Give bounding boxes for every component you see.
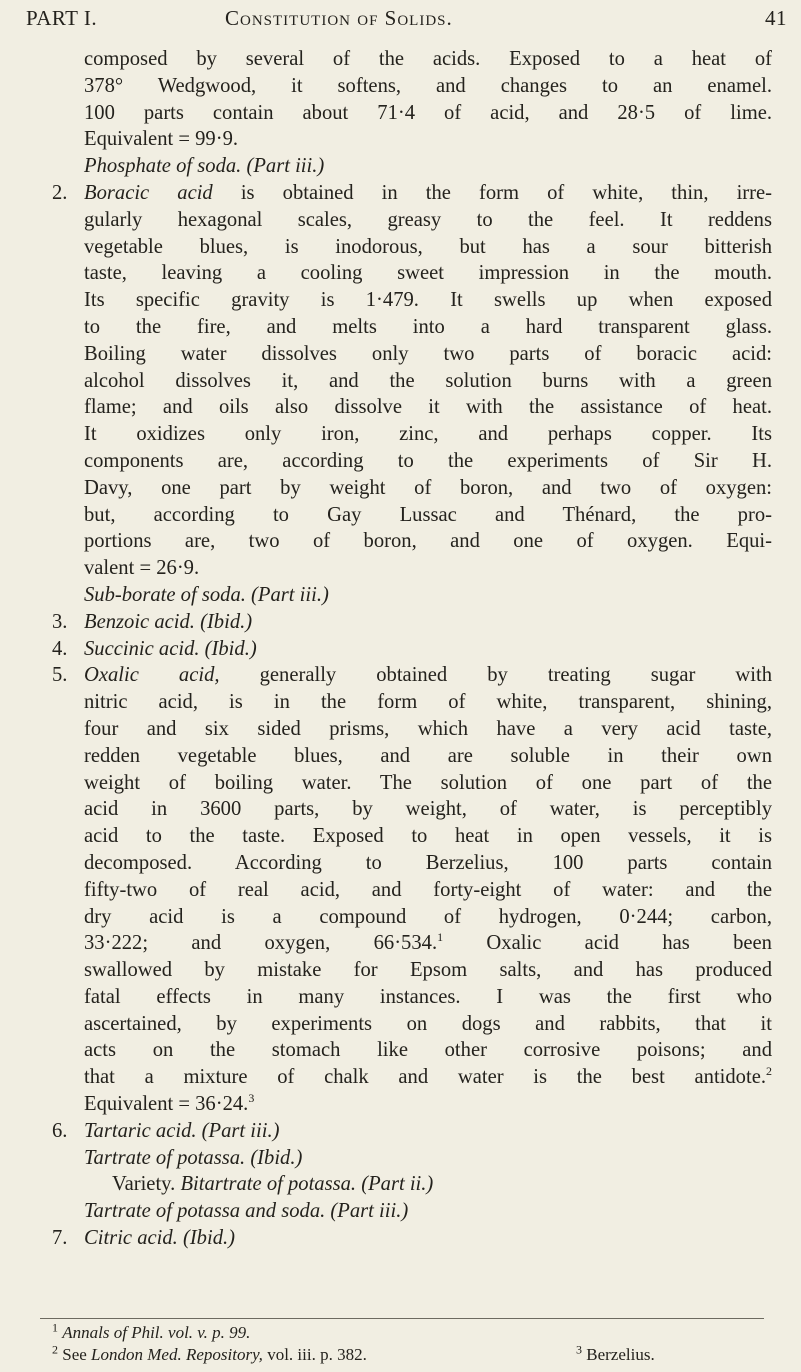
entry-text: is obtained in the form of white, thin, irre- — [240, 181, 772, 204]
text-line: redden vegetable blues, and are soluble in their own — [84, 744, 772, 767]
text-line: valent = 26·9. — [84, 557, 200, 580]
body-text — [52, 46, 772, 1252]
text-line: Tartrate of potassa and soda. (Part iii.) — [84, 1200, 409, 1223]
footnote-text: See — [62, 1345, 87, 1364]
text-line — [52, 1064, 772, 1091]
text-line: weight of boiling water. The solution of one part of the — [84, 771, 772, 794]
footnote-3 — [576, 1344, 655, 1366]
footnote-text: Annals of Phil. vol. v. p. 99. — [62, 1323, 251, 1342]
entry-citric-acid — [52, 1225, 772, 1252]
text-line: 378° Wedgwood, it softens, and changes to an enamel. — [84, 74, 772, 97]
footnotes — [52, 1322, 782, 1366]
text-line: swallowed by mistake for Epsom salts, and has produced — [84, 959, 772, 982]
text-line: Phosphate of soda. (Part iii.) — [84, 155, 325, 178]
entry-title: Tartaric acid. (Part iii.) — [84, 1119, 280, 1142]
footnote-ref: 1 — [437, 930, 444, 945]
text-line: Tartrate of potassa. (Ibid.) — [84, 1146, 303, 1169]
footnote-divider — [40, 1318, 764, 1319]
text-line: gularly hexagonal scales, greasy to the feel. It reddens — [84, 208, 772, 231]
text-line: It oxidizes only iron, zinc, and perhaps copper. Its — [84, 423, 772, 446]
entry-benzoic-acid — [52, 609, 772, 636]
footnote-2 — [52, 1344, 782, 1366]
entry-succinic-acid — [52, 636, 772, 663]
text-line: ascertained, by experiments on dogs and rabbits, that it — [84, 1012, 772, 1035]
text-line: Sub-borate of soda. (Part iii.) — [84, 583, 329, 606]
variety-label: Variety. — [112, 1173, 176, 1196]
text-line: taste, leaving a cooling sweet impression in the mouth. — [84, 262, 772, 285]
footnote-1 — [52, 1322, 782, 1344]
page-number: 41 — [765, 6, 787, 30]
text-line — [52, 1171, 772, 1198]
text-line: vegetable blues, is inodorous, but has a sour bitterish — [84, 235, 772, 258]
text-line — [52, 1091, 772, 1118]
text-line: fatal effects in many instances. I was the first who — [84, 985, 772, 1008]
text-line: dry acid is a compound of hydrogen, 0·244; carbon, — [84, 905, 772, 928]
text-line: components are, according to the experiments of Sir H. — [84, 449, 772, 472]
footnote-number: 3 — [576, 1342, 582, 1357]
entry-title: Succinic acid. (Ibid.) — [84, 637, 257, 660]
part-label: PART I. — [26, 6, 98, 30]
text-line: Boiling water dissolves only two parts of boracic acid: — [84, 342, 772, 365]
footnote-number: 2 — [52, 1342, 58, 1357]
entry-tartaric-acid — [52, 1118, 772, 1145]
text-line: alcohol dissolves it, and the solution burns with a green — [84, 369, 772, 392]
text-line: composed by several of the acids. Exposed to a heat of — [84, 48, 772, 70]
text-line: Equivalent = 99·9. — [84, 128, 239, 151]
text-line — [52, 930, 772, 957]
footnote-text: Berzelius. — [586, 1345, 655, 1364]
text-line: 100 parts contain about 71·4 of acid, and 28·5 of lime. — [84, 101, 772, 124]
text-line: decomposed. According to Berzelius, 100 parts contain — [84, 851, 772, 874]
text-line: fifty-two of real acid, and forty-eight of water: and the — [84, 878, 772, 901]
text-line: to the fire, and melts into a hard transparent glass. — [84, 315, 772, 338]
footnote-text: vol. iii. p. 382. — [267, 1345, 367, 1364]
entry-text: generally obtained by treating sugar with — [259, 664, 773, 687]
footnote-text: London Med. Repository, — [91, 1345, 263, 1364]
text-line: but, according to Gay Lussac and Thénard, the pro- — [84, 503, 772, 526]
text-line: acts on the stomach like other corrosive poisons; and — [84, 1039, 772, 1062]
text-line: flame; and oils also dissolve it with the assistance of heat. — [84, 396, 772, 419]
entry-number: 7. — [52, 1227, 68, 1250]
entry-boracic-acid — [52, 180, 772, 207]
text-run: 33·222; and oxygen, 66·534. — [84, 932, 438, 955]
entry-number: 5. — [52, 664, 68, 687]
text-run: that a mixture of chalk and water is the best antidote. — [84, 1066, 766, 1089]
footnote-number: 1 — [52, 1320, 58, 1335]
entry-title: Boracic acid — [84, 181, 213, 204]
text-run: Oxalic acid has been — [443, 932, 772, 955]
text-line: four and six sided prisms, which have a very acid taste, — [84, 717, 772, 740]
text-run: Equivalent = 36·24. — [84, 1093, 249, 1116]
text-line: Davy, one part by weight of boron, and two of oxygen: — [84, 476, 772, 499]
text-line: Its specific gravity is 1·479. It swells up when exposed — [84, 289, 772, 312]
chapter-title: Constitution of Solids. — [225, 6, 453, 30]
entry-number: 6. — [52, 1119, 68, 1142]
entry-title: Citric acid. (Ibid.) — [84, 1227, 235, 1250]
text-line: nitric acid, is in the form of white, transparent, shining, — [84, 691, 772, 714]
entry-title: Benzoic acid. (Ibid.) — [84, 610, 253, 633]
entry-title: Oxalic acid, — [84, 664, 220, 687]
footnote-ref: 2 — [766, 1064, 772, 1079]
footnote-ref: 3 — [248, 1091, 255, 1106]
text-line: acid to the taste. Exposed to heat in open vessels, it is — [84, 825, 772, 848]
text-line: portions are, two of boron, and one of oxygen. Equi- — [84, 530, 772, 553]
entry-oxalic-acid — [52, 662, 772, 689]
entry-number: 2. — [52, 181, 68, 204]
entry-number: 3. — [52, 610, 68, 633]
text-line: acid in 3600 parts, by weight, of water, is perceptibly — [84, 798, 772, 821]
text-run: Bitartrate of potassa. (Part ii.) — [180, 1173, 434, 1196]
running-head — [26, 6, 787, 40]
entry-number: 4. — [52, 637, 68, 660]
